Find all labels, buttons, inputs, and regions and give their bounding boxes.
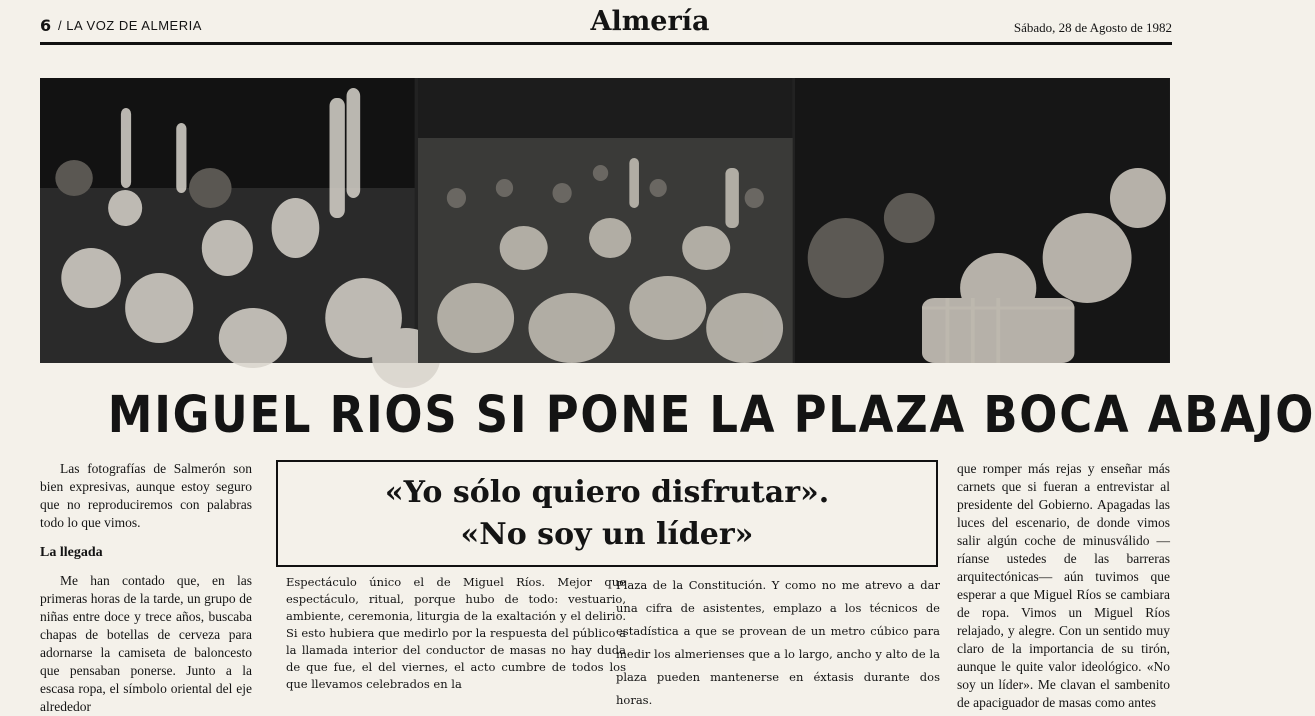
section-title: Almería bbox=[590, 6, 710, 37]
photo-strip bbox=[40, 78, 1170, 363]
column-3-body: Plaza de la Constitución. Y como no me atrevo a dar una cifra de asistentes, emplazo a los técnicos de estadística a que se provean de un metro cúbico para medir los almerienses que a lo largo, ancho y alto de la plaza pueden mantenerse en éxtasis durante dos horas. bbox=[616, 578, 940, 707]
crowd-photo-center-image bbox=[418, 78, 793, 363]
newspaper-name: / LA VOZ DE ALMERIA bbox=[58, 18, 202, 33]
article-column-4 bbox=[957, 460, 1170, 712]
masthead bbox=[40, 6, 1172, 42]
crowd-photo-right-image bbox=[795, 78, 1170, 363]
article-column-3 bbox=[616, 574, 940, 712]
crowd-photo-center bbox=[418, 78, 793, 363]
pull-quote-line-2: «No soy un líder» bbox=[460, 517, 754, 552]
article-column-1 bbox=[40, 460, 252, 716]
page-number: 6 bbox=[40, 16, 52, 35]
masthead-rule bbox=[40, 42, 1172, 45]
pull-quote-box bbox=[276, 460, 938, 567]
column-2-body: Espectáculo único el de Miguel Ríos. Mejor que espectáculo, ritual, porque hubo de todo: vestuario, ambiente, ceremonia, liturgia de la exaltación y el delirio. Si esto hubiera que medirlo por la respuesta del público a la llamada interior del conductor de masas no hay duda de que fue, el del viernes, el acto cumbre de todos los que llevamos celebrados en la bbox=[286, 575, 626, 691]
issue-date: Sábado, 28 de Agosto de 1982 bbox=[1013, 20, 1172, 35]
column-4-body: que romper más rejas y enseñar más carnets que si fueran a entrevistar al presidente del Gobierno. Apagadas las luces del escenario, de donde vimos salir algún coche de minusválido —ríanse ustedes de las barreras arquitectónicas— aún tuvimos que esperar a que Miguel Ríos se cambiara de ropa. Vimos un Miguel Ríos relajado, y alegre. Con un sentido muy claro de la importancia de su tirón, aunque le quite valor ideológico. «No soy un líder». Me clavan el sambenito de apaciguador de masas como antes bbox=[957, 461, 1170, 710]
headline: MIGUEL RIOS SI PONE LA PLAZA BOCA ABAJO bbox=[107, 386, 1315, 445]
article-column-2 bbox=[286, 574, 626, 693]
crowd-photo-left bbox=[40, 78, 415, 363]
column-1-body: Me han contado que, en las primeras horas de la tarde, un grupo de niñas entre doce y trece años, buscaba chapas de botellas de cerveza para adornarse la camiseta de baloncesto que pensaban ponerse. Junto a la escasa ropa, el símbolo oriental del eje alrededor bbox=[40, 573, 252, 714]
intro-paragraph: Las fotografías de Salmerón son bien expresivas, aunque estoy seguro que no reproduciremos con palabras todo lo que vimos. bbox=[40, 461, 252, 530]
crowd-photo-left-image bbox=[40, 78, 415, 363]
crowd-photo-right bbox=[795, 78, 1170, 363]
subhead-la-llegada: La llegada bbox=[40, 545, 103, 560]
pull-quote-line-1: «Yo sólo quiero disfrutar». bbox=[384, 475, 830, 510]
